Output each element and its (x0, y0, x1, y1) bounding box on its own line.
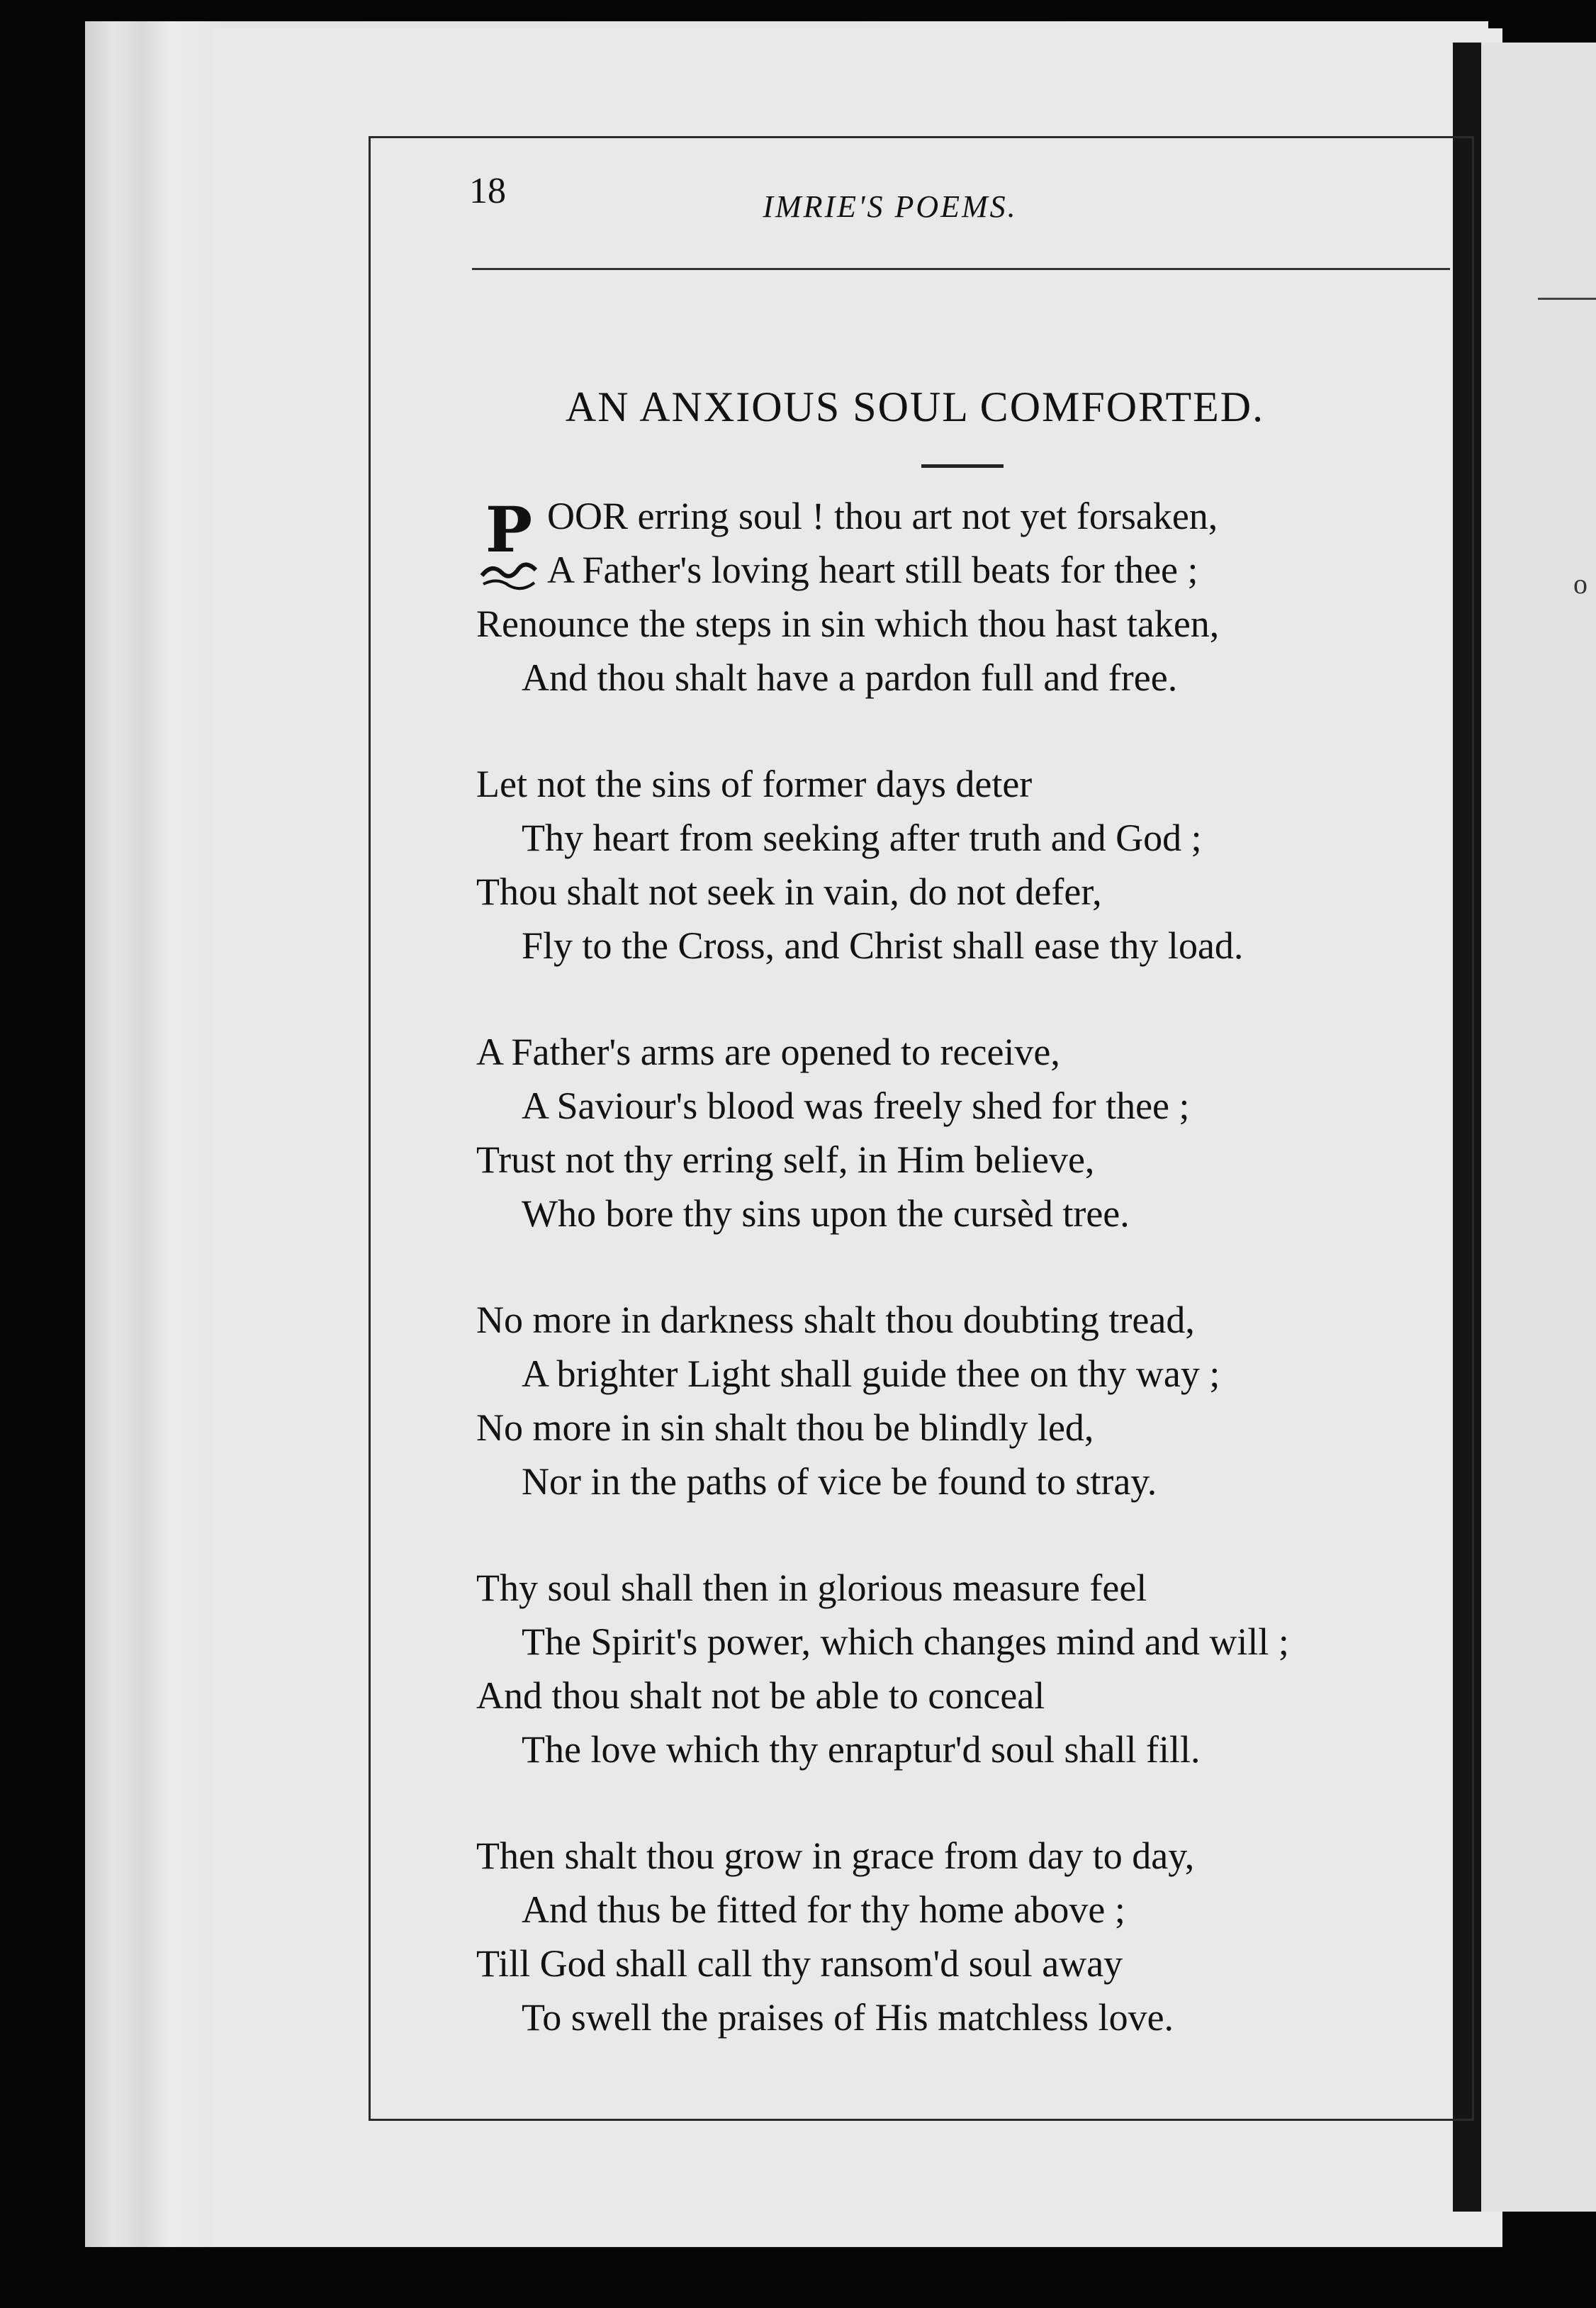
stanza (476, 1561, 1468, 1776)
poem-line: A Father's arms are opened to receive, (476, 1031, 1060, 1073)
poem-line: Fly to the Cross, and Christ shall ease thy load. (522, 924, 1244, 967)
poem-line: Thou shalt not seek in vain, do not defer, (476, 870, 1102, 913)
poem-line: A Father's loving heart still beats for thee ; (547, 549, 1198, 591)
stanza (476, 1829, 1468, 2044)
stanza (476, 757, 1468, 973)
poem-line: Thy heart from seeking after truth and God ; (522, 817, 1202, 859)
title-rule (921, 464, 1004, 468)
poem-line: Let not the sins of former days deter (476, 763, 1033, 805)
facing-page (1481, 43, 1596, 2212)
page-number: 18 (469, 171, 506, 211)
poem-line: And thou shalt not be able to conceal (476, 1674, 1045, 1717)
header-rule (472, 268, 1450, 270)
drop-cap-letter: P (485, 496, 533, 566)
poem-line: Then shalt thou grow in grace from day to day, (476, 1834, 1195, 1877)
poem-line: Thy soul shall then in glorious measure feel (476, 1567, 1147, 1609)
poem-line: The Spirit's power, which changes mind and will ; (522, 1620, 1289, 1663)
facing-page-rule (1538, 298, 1596, 300)
stanza (476, 1025, 1468, 1240)
poem-line: Who bore thy sins upon the cursèd tree. (522, 1192, 1130, 1235)
poem-line: The love which thy enraptur'd soul shall fill. (522, 1728, 1201, 1771)
poem-line: A Saviour's blood was freely shed for thee ; (522, 1085, 1190, 1127)
poem-line: Renounce the steps in sin which thou hast taken, (476, 603, 1220, 645)
poem-line: No more in darkness shalt thou doubting tread, (476, 1299, 1195, 1341)
poem-line: No more in sin shalt thou be blindly led, (476, 1406, 1094, 1449)
poem-line: OOR erring soul ! thou art not yet forsaken, (547, 495, 1218, 537)
poem-line: Trust not thy erring self, in Him believe, (476, 1138, 1095, 1181)
poem-line: Nor in the paths of vice be found to stray. (522, 1460, 1157, 1503)
poem-line: And thus be fitted for thy home above ; (522, 1888, 1125, 1931)
poem-body (476, 489, 1468, 2097)
drop-cap-ornament (476, 496, 541, 593)
poem-line: Till God shall call thy ransom'd soul away (476, 1942, 1123, 1985)
poem-line: A brighter Light shall guide thee on thy way ; (522, 1352, 1220, 1395)
stanza (476, 489, 1468, 705)
poem-line: And thou shalt have a pardon full and free. (522, 656, 1178, 699)
facing-page-fragment: o (1573, 568, 1587, 600)
running-head: IMRIE'S POEMS. (763, 189, 1018, 224)
stanza (476, 1293, 1468, 1508)
poem-title: AN ANXIOUS SOUL COMFORTED. (565, 383, 1265, 430)
poem-line: To swell the praises of His matchless love. (522, 1996, 1174, 2039)
